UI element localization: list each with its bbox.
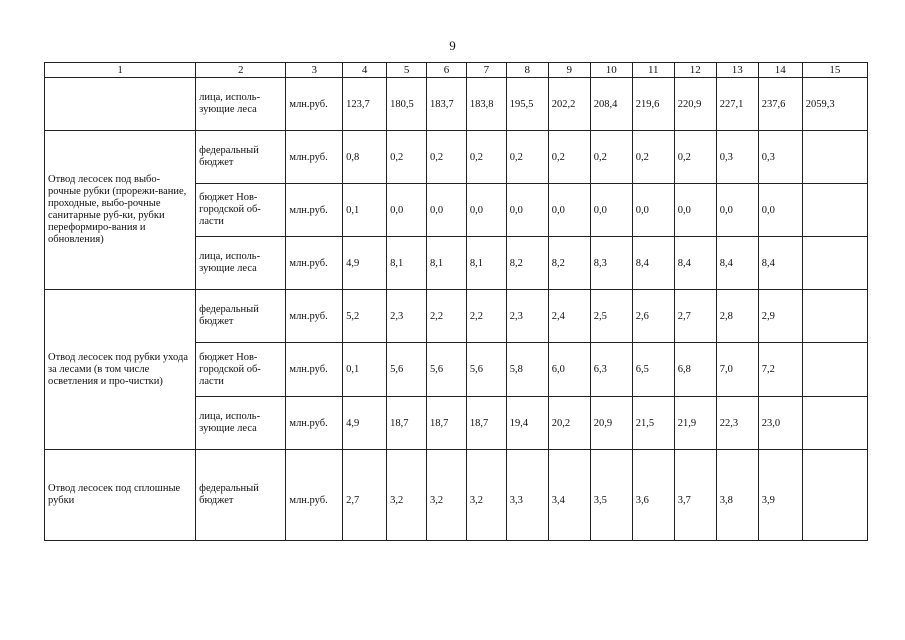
header-cell: 6 [427, 63, 467, 78]
header-cell: 7 [466, 63, 506, 78]
value-cell: 3,5 [590, 450, 632, 541]
value-cell: 2,9 [758, 290, 802, 343]
value-cell: 5,6 [466, 343, 506, 397]
value-cell: 2,7 [343, 450, 387, 541]
value-cell: 202,2 [548, 78, 590, 131]
header-cell: 11 [632, 63, 674, 78]
unit-cell: млн.руб. [286, 397, 343, 450]
value-cell: 21,5 [632, 397, 674, 450]
table-row [45, 78, 868, 131]
funding-source-cell: федеральный бюджет [196, 131, 286, 184]
value-cell: 5,6 [427, 343, 467, 397]
value-cell: 3,9 [758, 450, 802, 541]
value-cell: 8,2 [506, 237, 548, 290]
header-cell: 9 [548, 63, 590, 78]
value-cell: 0,0 [506, 184, 548, 237]
header-cell: 4 [343, 63, 387, 78]
value-cell: 8,4 [716, 237, 758, 290]
value-cell: 2,2 [466, 290, 506, 343]
value-cell: 22,3 [716, 397, 758, 450]
value-cell: 7,2 [758, 343, 802, 397]
value-cell: 8,4 [758, 237, 802, 290]
value-cell: 2,5 [590, 290, 632, 343]
value-cell: 6,3 [590, 343, 632, 397]
funding-source-cell: лица, исполь-зующие леса [196, 78, 286, 131]
value-cell: 18,7 [466, 397, 506, 450]
funding-source-cell: бюджет Нов-городской об-ласти [196, 184, 286, 237]
total-cell [802, 343, 867, 397]
activity-cell: Отвод лесосек под выбо-рочные рубки (прорежи-вание, проходные, выбо-рочные санитарные руб-ки, рубки переформиро-вания и обновления) [45, 131, 196, 290]
total-cell [802, 290, 867, 343]
value-cell: 5,2 [343, 290, 387, 343]
header-cell: 12 [674, 63, 716, 78]
value-cell: 3,2 [466, 450, 506, 541]
value-cell: 0,2 [548, 131, 590, 184]
value-cell: 195,5 [506, 78, 548, 131]
value-cell: 0,0 [716, 184, 758, 237]
value-cell: 20,2 [548, 397, 590, 450]
activity-cell [45, 78, 196, 131]
value-cell: 208,4 [590, 78, 632, 131]
value-cell: 3,4 [548, 450, 590, 541]
budget-table [44, 62, 868, 541]
value-cell: 18,7 [387, 397, 427, 450]
unit-cell: млн.руб. [286, 78, 343, 131]
header-cell: 10 [590, 63, 632, 78]
total-cell [802, 237, 867, 290]
value-cell: 8,1 [427, 237, 467, 290]
value-cell: 5,6 [387, 343, 427, 397]
value-cell: 2,3 [506, 290, 548, 343]
value-cell: 0,0 [466, 184, 506, 237]
value-cell: 0,2 [506, 131, 548, 184]
header-cell: 3 [286, 63, 343, 78]
value-cell: 180,5 [387, 78, 427, 131]
value-cell: 0,0 [590, 184, 632, 237]
value-cell: 23,0 [758, 397, 802, 450]
value-cell: 8,2 [548, 237, 590, 290]
funding-source-cell: федеральный бюджет [196, 290, 286, 343]
value-cell: 219,6 [632, 78, 674, 131]
value-cell: 5,8 [506, 343, 548, 397]
value-cell: 0,3 [716, 131, 758, 184]
value-cell: 18,7 [427, 397, 467, 450]
total-cell [802, 450, 867, 541]
value-cell: 6,8 [674, 343, 716, 397]
activity-cell: Отвод лесосек под рубки ухода за лесами (в том числе осветления и про-чистки) [45, 290, 196, 450]
value-cell: 6,0 [548, 343, 590, 397]
value-cell: 2,3 [387, 290, 427, 343]
value-cell: 0,2 [632, 131, 674, 184]
value-cell: 183,8 [466, 78, 506, 131]
value-cell: 8,1 [466, 237, 506, 290]
value-cell: 0,0 [674, 184, 716, 237]
total-cell: 2059,3 [802, 78, 867, 131]
value-cell: 2,4 [548, 290, 590, 343]
total-cell [802, 397, 867, 450]
value-cell: 0,8 [343, 131, 387, 184]
value-cell: 8,4 [674, 237, 716, 290]
value-cell: 19,4 [506, 397, 548, 450]
value-cell: 8,4 [632, 237, 674, 290]
header-cell: 1 [45, 63, 196, 78]
unit-cell: млн.руб. [286, 450, 343, 541]
value-cell: 3,2 [387, 450, 427, 541]
unit-cell: млн.руб. [286, 290, 343, 343]
value-cell: 183,7 [427, 78, 467, 131]
table-row [45, 131, 868, 184]
value-cell: 0,0 [387, 184, 427, 237]
value-cell: 7,0 [716, 343, 758, 397]
value-cell: 0,3 [758, 131, 802, 184]
funding-source-cell: федеральный бюджет [196, 450, 286, 541]
header-row [45, 63, 868, 78]
value-cell: 0,0 [758, 184, 802, 237]
header-cell: 2 [196, 63, 286, 78]
value-cell: 2,6 [632, 290, 674, 343]
header-cell: 8 [506, 63, 548, 78]
unit-cell: млн.руб. [286, 131, 343, 184]
header-cell: 5 [387, 63, 427, 78]
value-cell: 3,8 [716, 450, 758, 541]
value-cell: 123,7 [343, 78, 387, 131]
table-row [45, 290, 868, 343]
value-cell: 0,0 [548, 184, 590, 237]
value-cell: 2,8 [716, 290, 758, 343]
value-cell: 220,9 [674, 78, 716, 131]
value-cell: 4,9 [343, 397, 387, 450]
value-cell: 20,9 [590, 397, 632, 450]
header-cell: 14 [758, 63, 802, 78]
value-cell: 0,0 [427, 184, 467, 237]
value-cell: 0,2 [674, 131, 716, 184]
value-cell: 237,6 [758, 78, 802, 131]
value-cell: 3,6 [632, 450, 674, 541]
value-cell: 3,3 [506, 450, 548, 541]
value-cell: 4,9 [343, 237, 387, 290]
value-cell: 227,1 [716, 78, 758, 131]
funding-source-cell: бюджет Нов-городской об-ласти [196, 343, 286, 397]
unit-cell: млн.руб. [286, 343, 343, 397]
unit-cell: млн.руб. [286, 184, 343, 237]
value-cell: 3,7 [674, 450, 716, 541]
table-row [45, 450, 868, 541]
value-cell: 21,9 [674, 397, 716, 450]
value-cell: 2,7 [674, 290, 716, 343]
value-cell: 8,3 [590, 237, 632, 290]
funding-source-cell: лица, исполь-зующие леса [196, 237, 286, 290]
value-cell: 0,2 [466, 131, 506, 184]
activity-cell: Отвод лесосек под сплошные рубки [45, 450, 196, 541]
value-cell: 0,1 [343, 184, 387, 237]
unit-cell: млн.руб. [286, 237, 343, 290]
page-number: 9 [449, 38, 456, 53]
header-cell: 13 [716, 63, 758, 78]
value-cell: 0,1 [343, 343, 387, 397]
value-cell: 8,1 [387, 237, 427, 290]
value-cell: 0,2 [590, 131, 632, 184]
value-cell: 0,2 [427, 131, 467, 184]
value-cell: 2,2 [427, 290, 467, 343]
total-cell [802, 184, 867, 237]
value-cell: 0,0 [632, 184, 674, 237]
funding-source-cell: лица, исполь-зующие леса [196, 397, 286, 450]
value-cell: 6,5 [632, 343, 674, 397]
header-cell: 15 [802, 63, 867, 78]
total-cell [802, 131, 867, 184]
value-cell: 0,2 [387, 131, 427, 184]
value-cell: 3,2 [427, 450, 467, 541]
